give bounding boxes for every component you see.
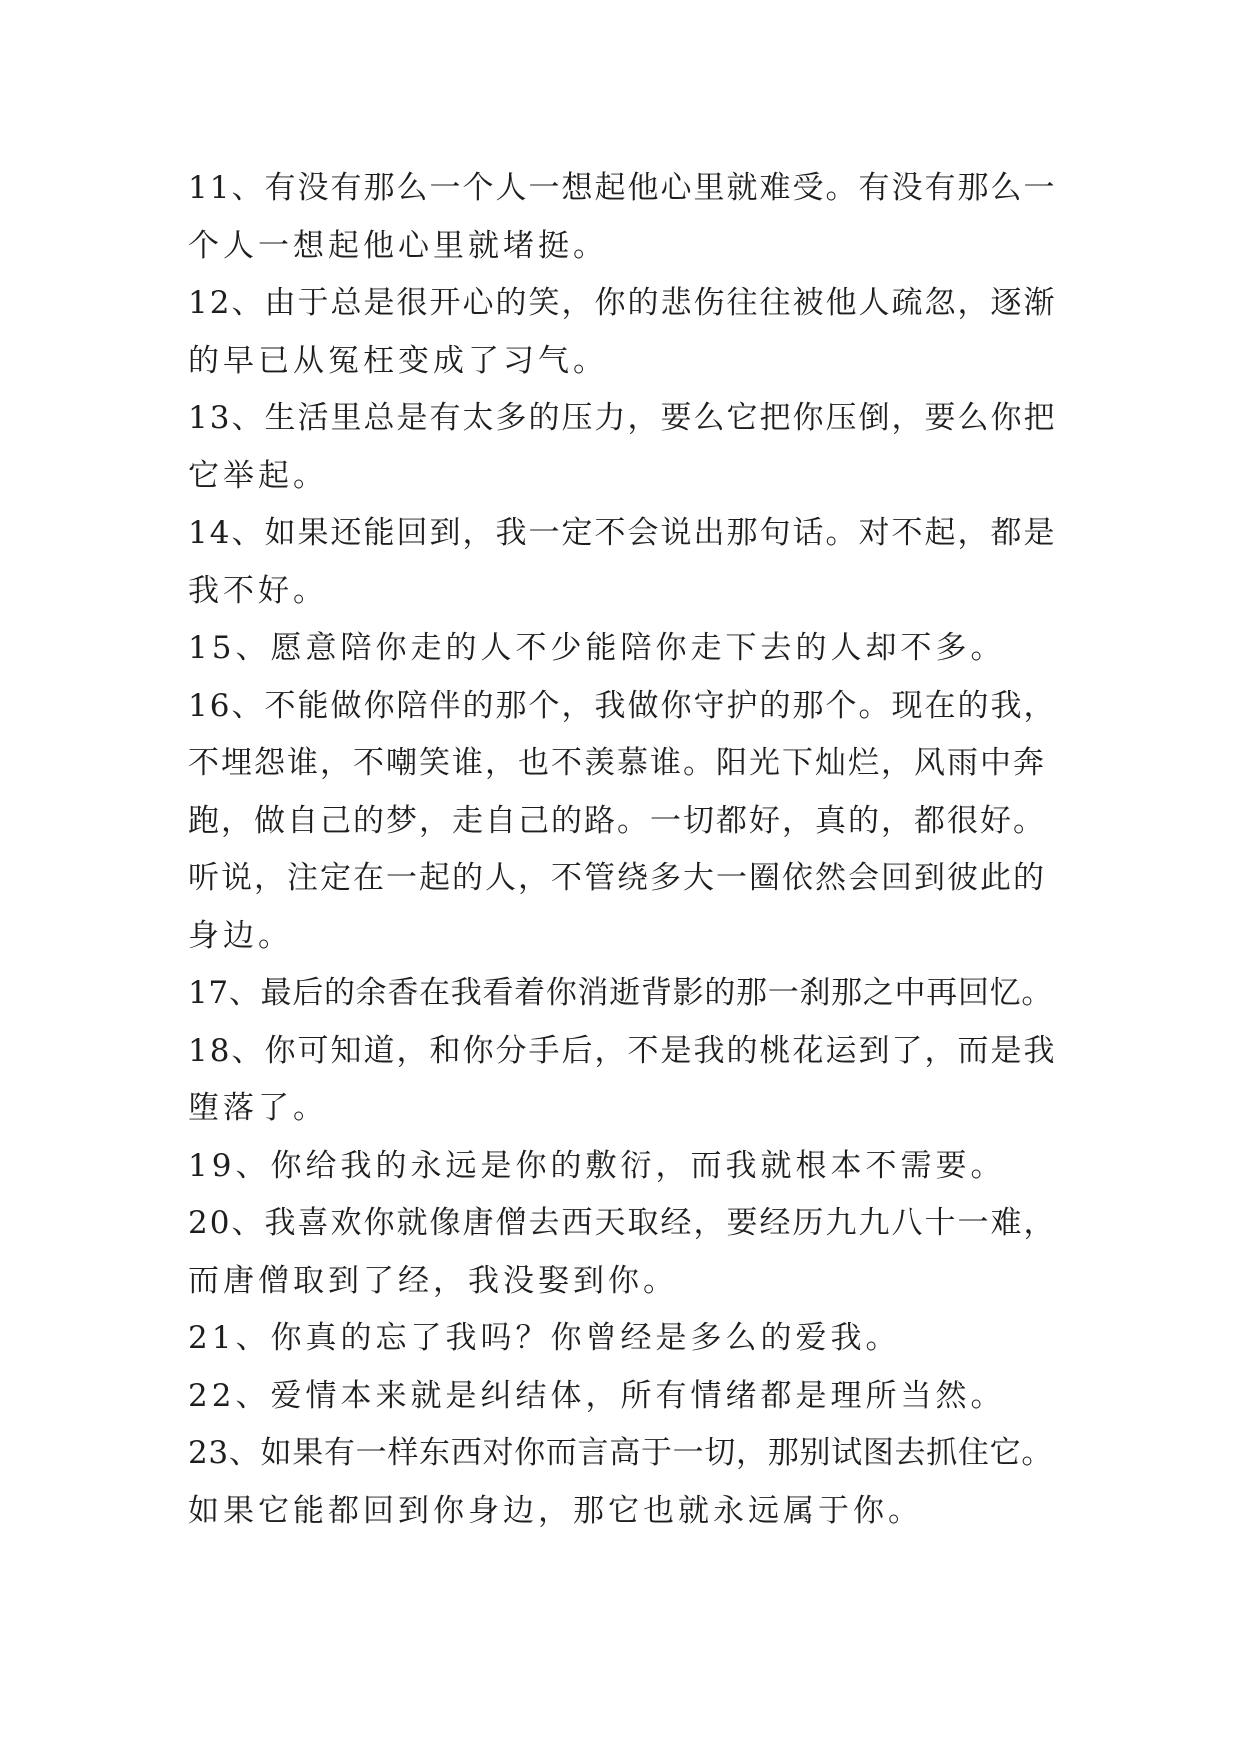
text-line: 我不好。 — [188, 572, 328, 609]
text-line: 20、我喜欢你就像唐僧去西天取经，要经历九九八十一难， — [188, 1205, 1057, 1241]
text-line: 它举起。 — [188, 457, 328, 494]
text-line: 而唐僧取到了经，我没娶到你。 — [188, 1262, 678, 1299]
text-line: 14、如果还能回到，我一定不会说出那句话。对不起，都是 — [188, 515, 1057, 551]
paragraph-23 — [188, 1425, 1058, 1540]
paragraph-17 — [188, 965, 1058, 1023]
paragraph-11 — [188, 160, 1058, 275]
paragraph-22 — [188, 1368, 1058, 1426]
paragraph-19 — [188, 1138, 1058, 1196]
document-body — [188, 160, 1058, 1540]
paragraph-21 — [188, 1310, 1058, 1368]
text-line: 16、不能做你陪伴的那个，我做你守护的那个。现在的我， — [188, 687, 1057, 724]
paragraph-20 — [188, 1195, 1058, 1310]
text-line: 19、你给我的永远是你的敷衍，而我就根本不需要。 — [188, 1147, 1006, 1184]
text-line: 18、你可知道，和你分手后，不是我的桃花运到了，而是我 — [188, 1032, 1057, 1069]
text-line: 听说，注定在一起的人，不管绕多大一圈依然会回到彼此的 — [188, 860, 1046, 896]
text-line: 个人一想起他心里就堵挺。 — [188, 227, 608, 264]
text-line: 22、爱情本来就是纠结体，所有情绪都是理所当然。 — [188, 1377, 1006, 1414]
paragraph-12 — [188, 275, 1058, 390]
text-line: 15、愿意陪你走的人不少能陪你走下去的人却不多。 — [188, 630, 1006, 666]
text-line: 11、有没有那么一个人一想起他心里就难受。有没有那么一 — [188, 170, 1057, 206]
paragraph-15 — [188, 620, 1058, 678]
text-line: 的早已从冤枉变成了习气。 — [188, 342, 608, 379]
paragraph-14 — [188, 505, 1058, 620]
paragraph-18 — [188, 1023, 1058, 1138]
paragraph-16 — [188, 678, 1058, 966]
text-line: 21、你真的忘了我吗？你曾经是多么的爱我。 — [188, 1320, 901, 1356]
text-line: 跑，做自己的梦，走自己的路。一切都好，真的，都很好。 — [188, 802, 1046, 839]
text-line: 身边。 — [188, 917, 293, 954]
paragraph-13 — [188, 390, 1058, 505]
text-line: 如果它能都回到你身边，那它也就永远属于你。 — [188, 1492, 923, 1529]
text-line: 13、生活里总是有太多的压力，要么它把你压倒，要么你把 — [188, 400, 1057, 436]
text-line: 不埋怨谁，不嘲笑谁，也不羡慕谁。阳光下灿烂，风雨中奔 — [188, 745, 1046, 781]
text-line: 17、最后的余香在我看着你消逝背影的那一刹那之中再回忆。 — [188, 975, 1054, 1011]
text-line: 12、由于总是很开心的笑，你的悲伤往往被他人疏忽，逐渐 — [188, 285, 1057, 321]
text-line: 堕落了。 — [188, 1090, 328, 1126]
text-line: 23、如果有一样东西对你而言高于一切，那别试图去抓住它。 — [188, 1435, 1054, 1471]
